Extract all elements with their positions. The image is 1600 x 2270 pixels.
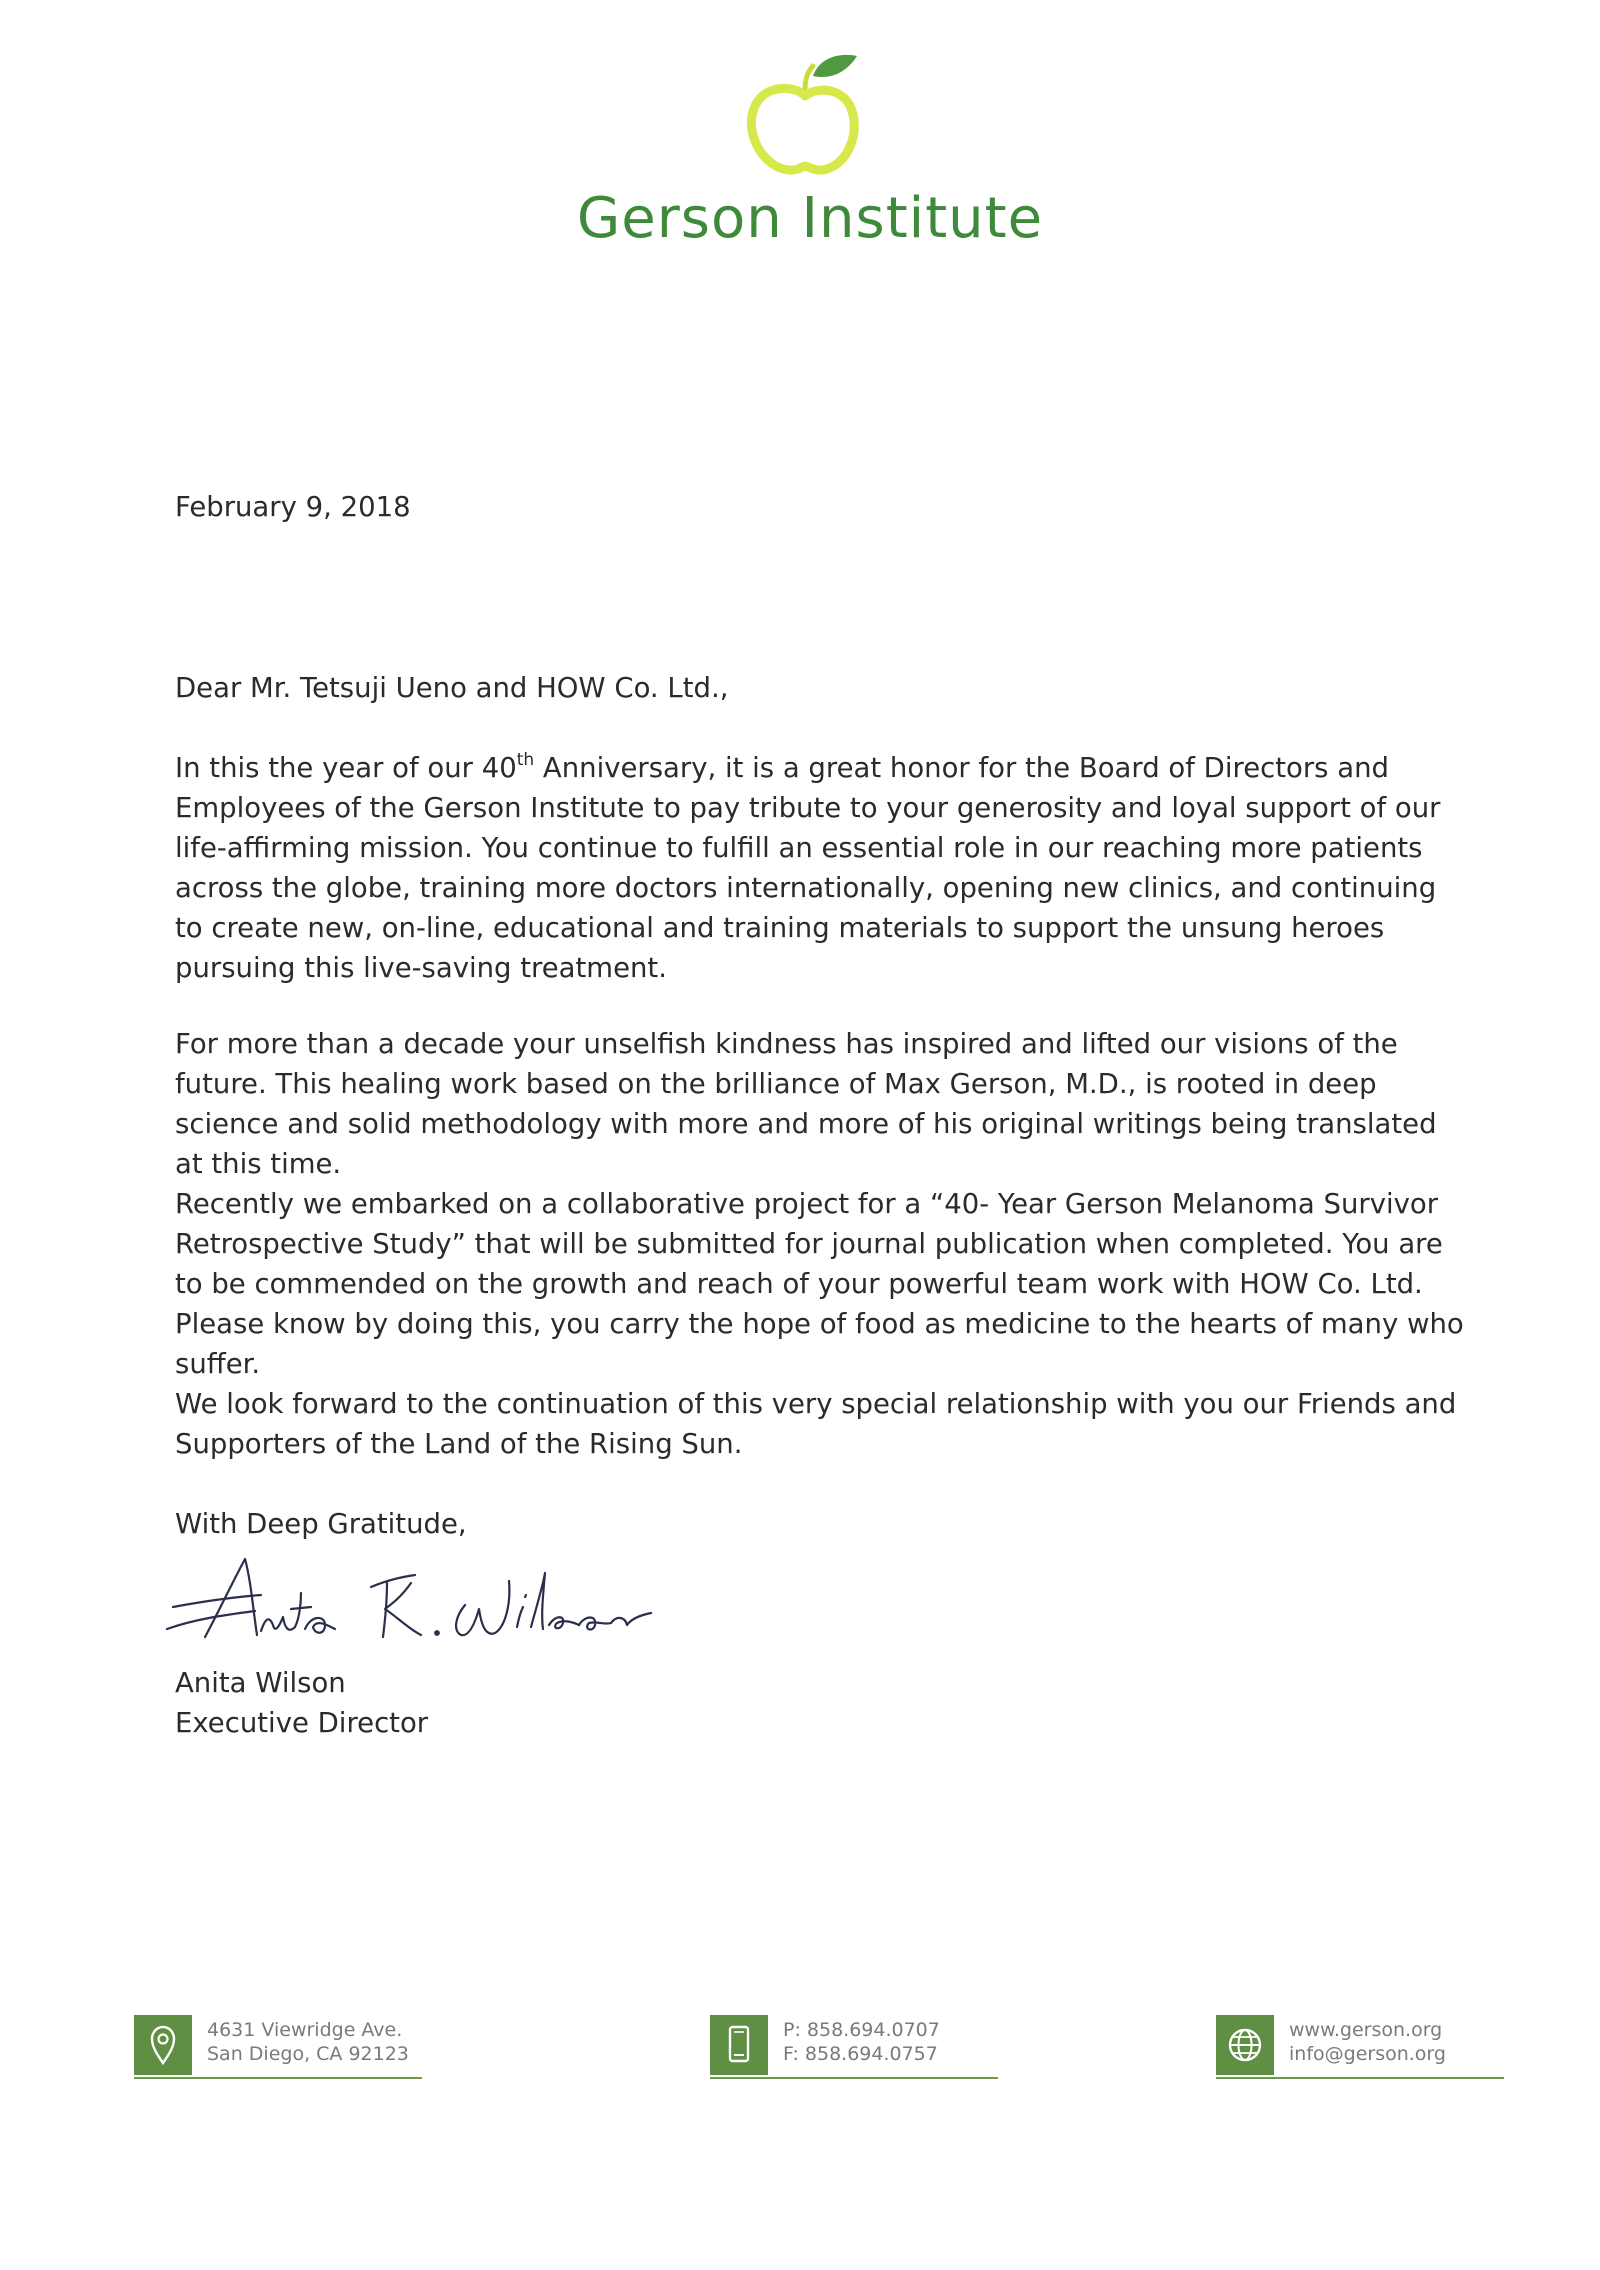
mobile-phone-icon — [710, 2015, 768, 2075]
paragraph-3: Recently we embarked on a collaborative project for a “40- Year Gerson Melanoma Survivor Retrospective Study” that will be submitted for journal publication when completed. You are to be commended on the growth and reach of your powerful team work with HOW Co. Ltd. Please know by doing this, you carry the hope of food as medicine to the hearts of many who suffer. — [175, 1188, 1464, 1380]
footer-phone — [710, 2005, 998, 2079]
footer-address-text — [207, 2018, 409, 2066]
handwritten-signature — [165, 1545, 765, 1655]
paragraph-1 — [175, 748, 1465, 988]
footer-web-icon-box — [1216, 2015, 1274, 2075]
location-pin-icon — [134, 2015, 192, 2075]
footer-phone-text — [783, 2018, 940, 2066]
fax-number: F: 858.694.0757 — [783, 2043, 938, 2065]
email-link[interactable]: info@gerson.org — [1289, 2043, 1446, 2065]
website-link[interactable]: www.gerson.org — [1289, 2019, 1443, 2041]
closing: With Deep Gratitude, — [175, 1508, 467, 1540]
footer-web — [1216, 2005, 1504, 2079]
address-line-1: 4631 Viewridge Ave. — [207, 2019, 403, 2041]
paragraph-4: We look forward to the continuation of this very special relationship with you our Friends and Supporters of the Land of the Rising Sun. — [175, 1388, 1457, 1460]
apple-logo-icon — [735, 50, 865, 180]
letter-date: February 9, 2018 — [175, 491, 411, 523]
ordinal-suffix: th — [516, 750, 535, 770]
paragraph-2: For more than a decade your unselfish kindness has inspired and lifted our visions of the future. This healing work based on the brilliance of Max Gerson, M.D., is rooted in deep science and solid methodology with more and more of his original writings being translated at this time. — [175, 1028, 1437, 1180]
paragraph-1-start: In this the year of our 40 — [175, 752, 517, 784]
footer-phone-icon-box — [710, 2015, 768, 2075]
paragraph-1-rest: Anniversary, it is a great honor for the Board of Directors and Employees of the Gerson Institute to pay tribute to your generosity and loyal support of our life-affirming mission. You continue to fulfill an essential role in our reaching more patients across the globe, training more doctors internationally, opening new clinics, and continuing to create new, on-line, educational and training materials to support the unsung heroes pursuing this live-saving treatment. — [175, 752, 1441, 984]
address-line-2: San Diego, CA 92123 — [207, 2043, 409, 2065]
footer-address-icon-box — [134, 2015, 192, 2075]
footer-address — [134, 2005, 422, 2079]
signer-name: Anita Wilson — [175, 1667, 346, 1699]
letterhead — [0, 50, 1600, 251]
signer-title: Executive Director — [175, 1707, 429, 1739]
globe-icon — [1216, 2015, 1274, 2075]
org-name: Gerson Institute — [576, 186, 1044, 251]
salutation: Dear Mr. Tetsuji Ueno and HOW Co. Ltd., — [175, 672, 729, 704]
footer-web-text — [1289, 2018, 1446, 2066]
phone-number: P: 858.694.0707 — [783, 2019, 940, 2041]
